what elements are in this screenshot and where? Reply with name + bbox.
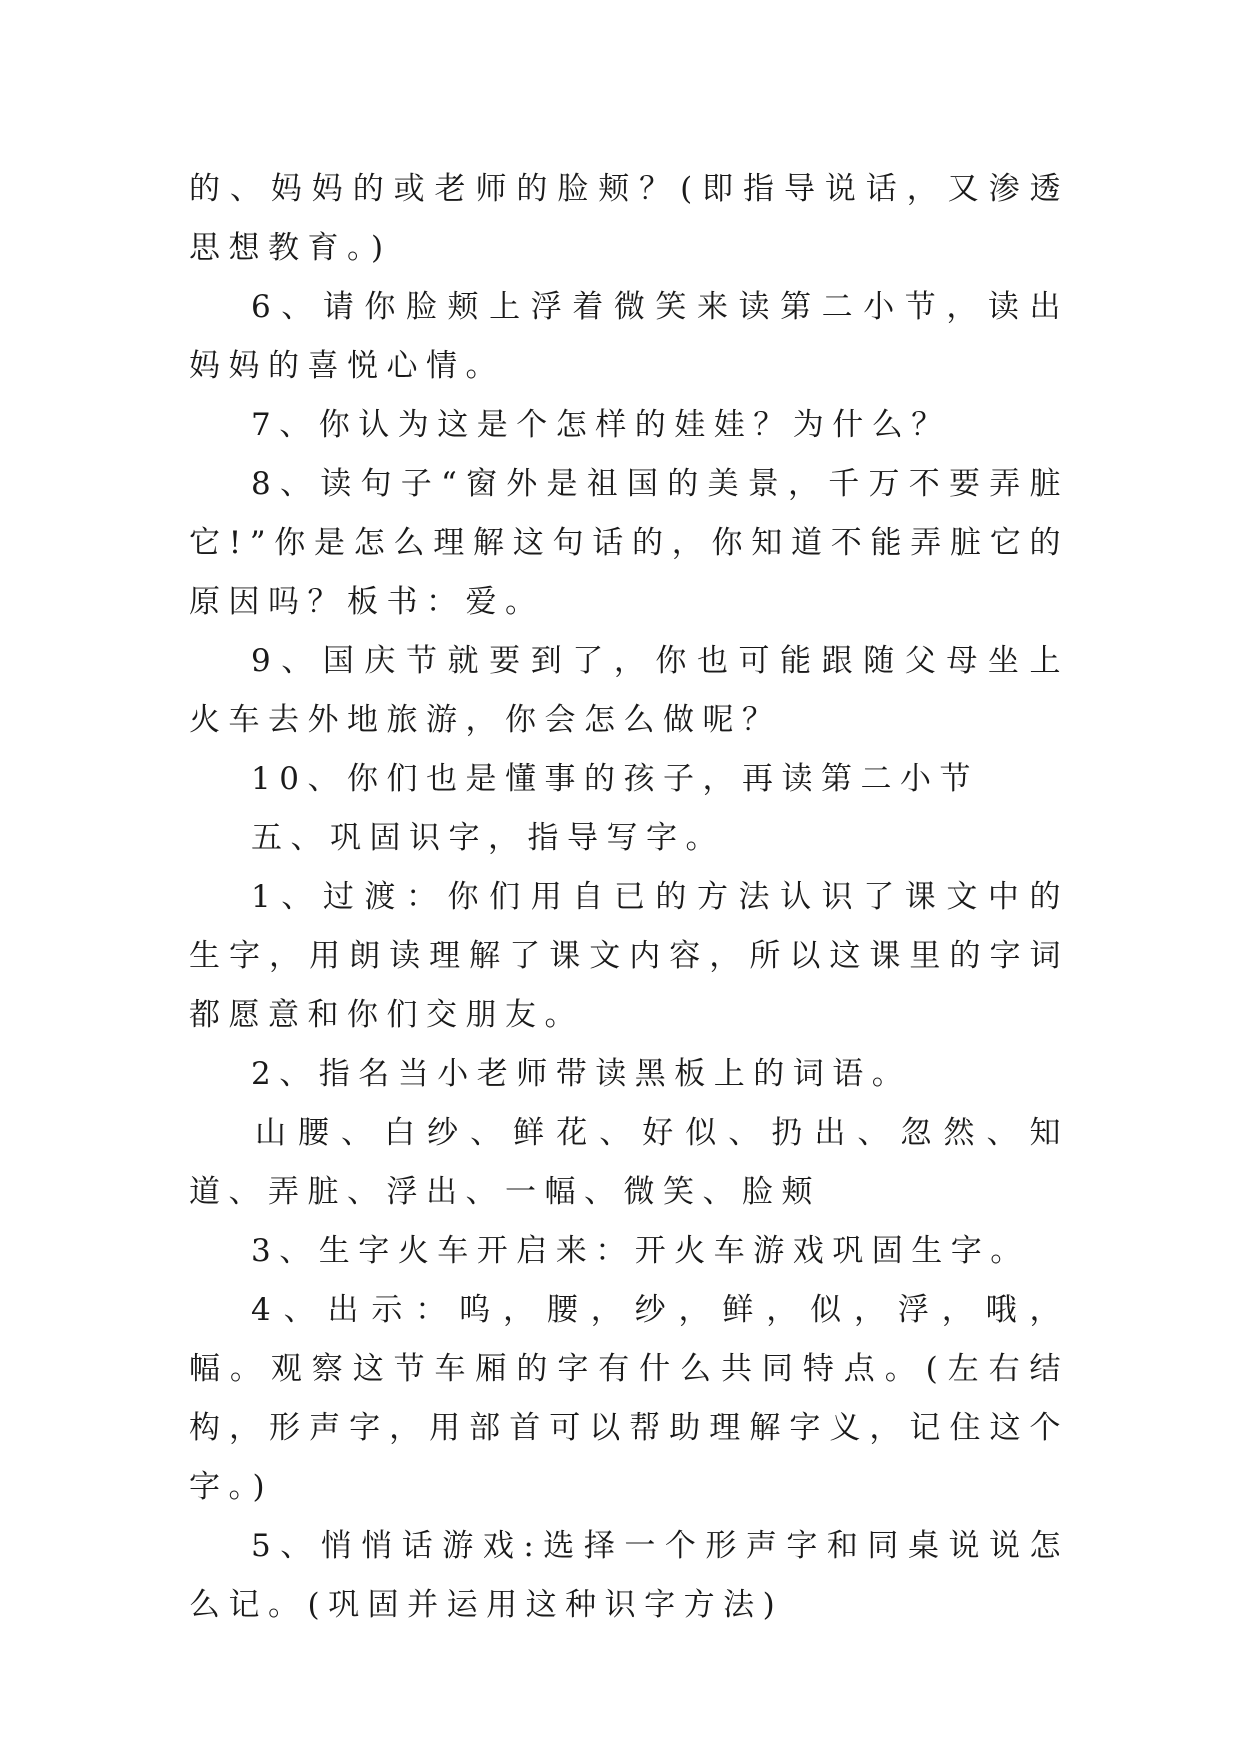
paragraph-substep-1: 1、过渡：你们用自已的方法认识了课文中的生字，用朗读理解了课文内容，所以这课里的字词都愿意和你们交朋友。: [189, 879, 1069, 1033]
vocabulary-list: 山腰、白纱、鲜花、好似、扔出、忽然、知道、弄脏、浮出、一幅、微笑、脸颊: [189, 1115, 1069, 1210]
paragraph-substep-5: 5、悄悄话游戏:选择一个形声字和同桌说说怎么记。(巩固并运用这种识字方法): [189, 1528, 1069, 1623]
paragraph-step-7: 7、你认为这是个怎样的娃娃？为什么？: [251, 407, 951, 443]
paragraph-continuation: 的、妈妈的或老师的脸颊？(即指导说话，又渗透思想教育。): [189, 171, 1069, 266]
paragraph-substep-2: 2、指名当小老师带读黑板上的词语。: [251, 1056, 912, 1092]
paragraph-step-9: 9、国庆节就要到了，你也可能跟随父母坐上火车去外地旅游，你会怎么做呢？: [189, 643, 1069, 738]
paragraph-step-10: 10、你们也是懂事的孩子，再读第二小节: [251, 761, 979, 797]
document-body: [189, 160, 1069, 1635]
paragraph-substep-4: 4、出示：呜，腰，纱，鲜，似，浮，哦，幅。观察这节车厢的字有什么共同特点。(左右结构，形声字，用部首可以帮助理解字义，记住这个字。): [189, 1292, 1069, 1505]
paragraph-step-8: 8、读句子“窗外是祖国的美景，千万不要弄脏它!”你是怎么理解这句话的，你知道不能弄脏它的原因吗？板书：爱。: [189, 466, 1069, 620]
paragraph-step-6: 6、请你脸颊上浮着微笑来读第二小节，读出妈妈的喜悦心情。: [189, 289, 1069, 384]
section-heading-5: 五、巩固识字，指导写字。: [251, 820, 725, 856]
paragraph-substep-3: 3、生字火车开启来：开火车游戏巩固生字。: [251, 1233, 1030, 1269]
